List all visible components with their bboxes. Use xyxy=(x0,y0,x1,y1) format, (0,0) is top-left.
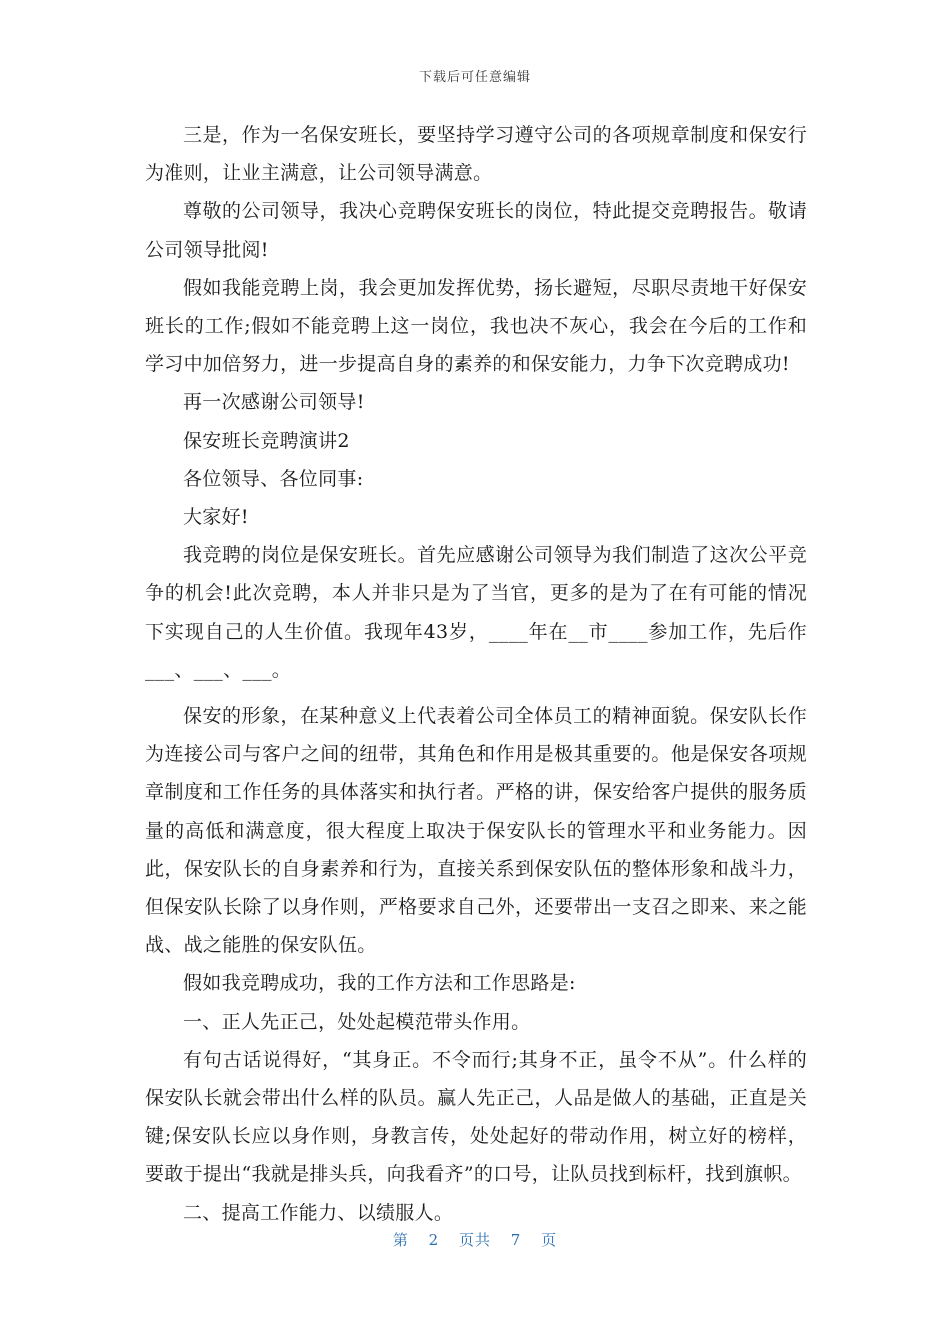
paragraph-9: 保安的形象，在某种意义上代表着公司全体员工的精神面貌。保安队长作为连接公司与客户之间的纽带，其角色和作用是极其重要的。他是保安各项规章制度和工作任务的具体落实和执行者。严格的讲，保安给客户提供的服务质量的高低和满意度，很大程度上取决于保安队长的管理水平和业务能力。因此，保安队长的自身素养和行为，直接关系到保安队伍的整体形象和战斗力，但保安队长除了以身作则，严格要求自己外，还要带出一支召之即来、来之能战、战之能胜的保安队伍。 xyxy=(145,705,807,957)
paragraph-3: 假如我能竞聘上岗，我会更加发挥优势，扬长避短，尽职尽责地干好保安班长的工作;假如不能竞聘上这一岗位，我也决不灰心，我会在今后的工作和学习中加倍努力，进一步提高自身的素养的和保安能力，力争下次竞聘成功! xyxy=(145,276,807,376)
section-title: 保安班长竞聘演讲2 xyxy=(183,429,350,452)
greeting: 大家好! xyxy=(183,506,249,529)
page-header: 下载后可任意编辑 xyxy=(418,70,531,85)
point-heading-1: 一、正人先正己，处处起模范带头作用。 xyxy=(183,1010,531,1033)
paragraph-4: 再一次感谢公司领导! xyxy=(183,391,365,414)
point-heading-2: 二、提高工作能力、以绩服人。 xyxy=(183,1201,454,1224)
document-body xyxy=(145,116,807,1232)
paragraph-2: 尊敬的公司领导，我决心竞聘保安班长的岗位，特此提交竞聘报告。敬请公司领导批阅! xyxy=(145,200,807,261)
paragraph-10: 假如我竞聘成功，我的工作方法和工作思路是: xyxy=(183,972,576,995)
paragraph-1: 三是，作为一名保安班长，要坚持学习遵守公司的各项规章制度和保安行为准则，让业主满意，让公司领导满意。 xyxy=(145,124,807,185)
paragraph-8: 我竞聘的岗位是保安班长。首先应感谢公司领导为我们制造了这次公平竞争的机会!此次竞聘，本人并非只是为了当官，更多的是为了在有可能的情况下实现自己的人生价值。我现年43岁，____年在__市____参加工作，先后作___、___、___。 xyxy=(145,544,807,681)
page-footer: 第 2 页共 7 页 xyxy=(392,1231,558,1249)
salutation: 各位领导、各位同事: xyxy=(183,467,364,490)
paragraph-12: 有句古话说得好，“其身正。不令而行;其身不正，虽令不从”。什么样的保安队长就会带出什么样的队员。赢人先正己，人品是做人的基础，正直是关键;保安队长应以身作则，身教言传，处处起好的带动作用，树立好的榜样，要敢于提出“我就是排头兵，向我看齐”的口号，让队员找到标杆，找到旗帜。 xyxy=(145,1048,807,1186)
